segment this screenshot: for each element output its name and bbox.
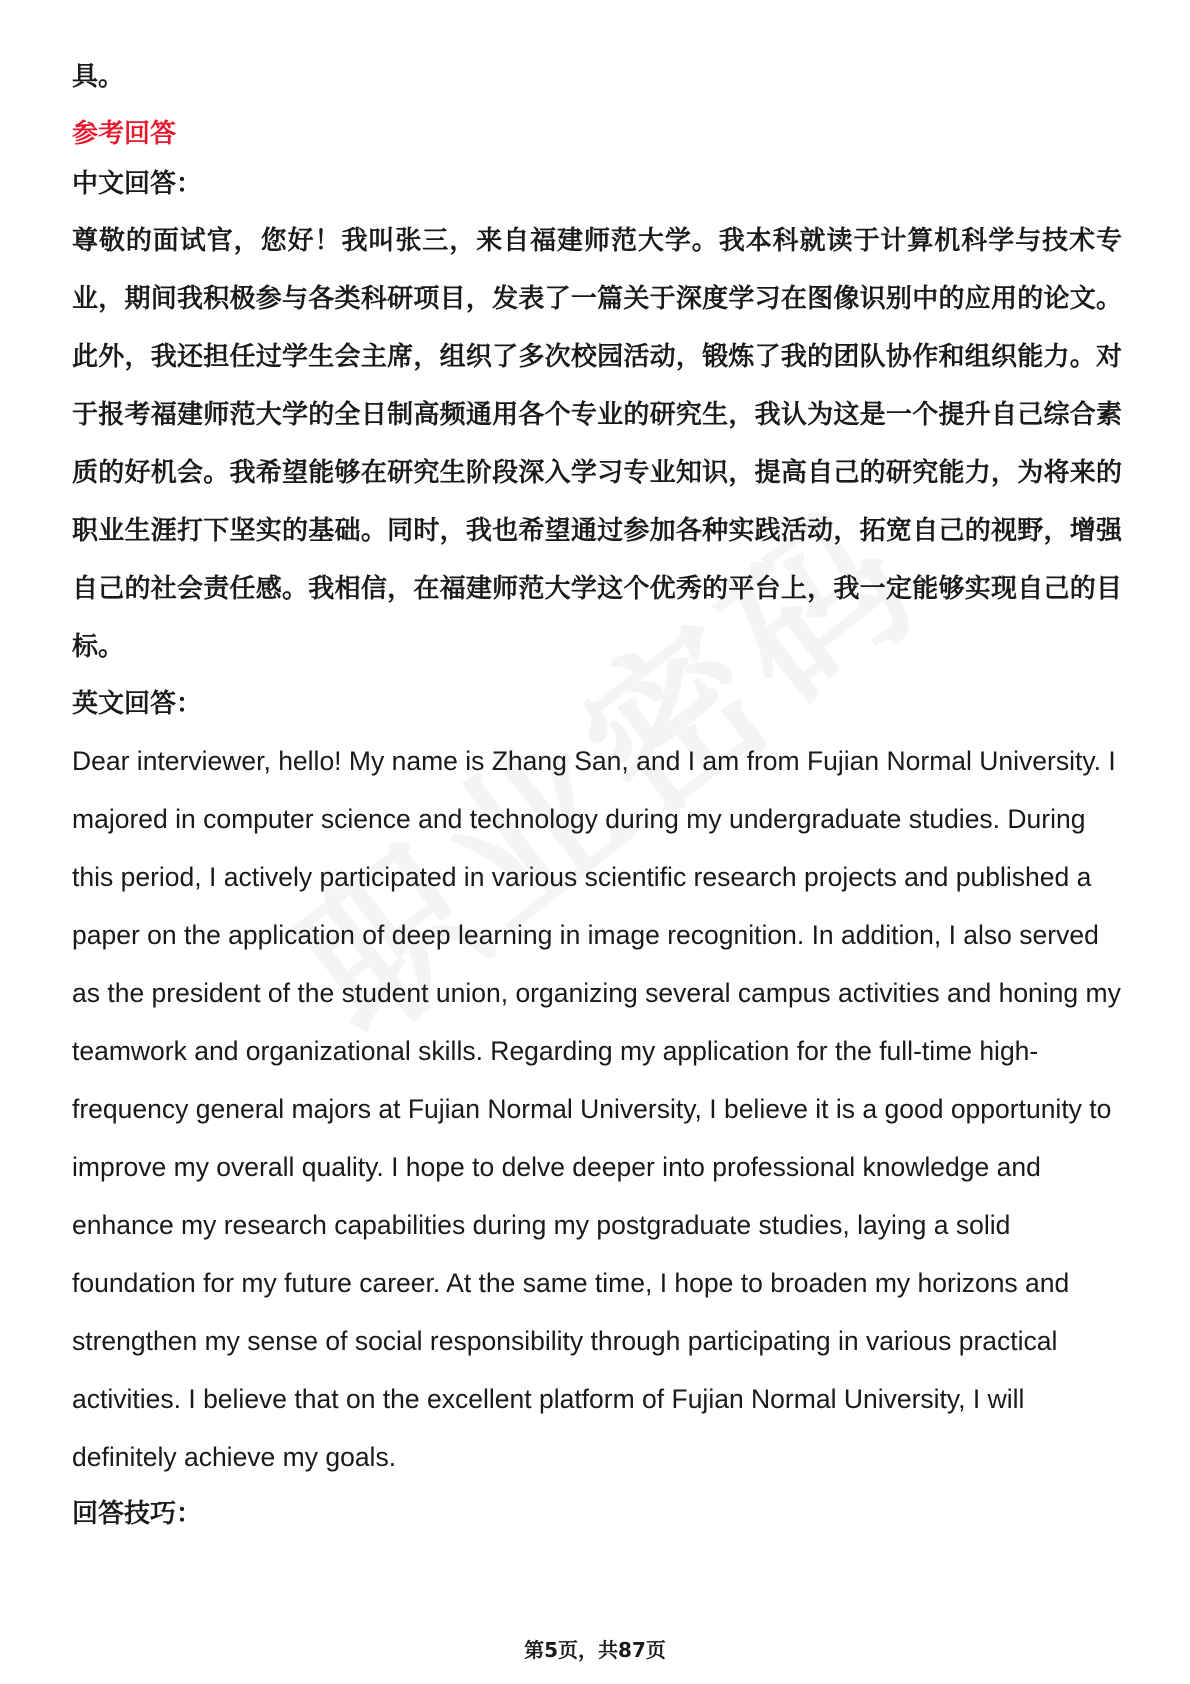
english-answer-label: 英文回答： [72,689,203,719]
section-title: 参考回答 [72,119,177,149]
chinese-answer-text: 尊敬的面试官，您好！我叫张三，来自福建师范大学。我本科就读于计算机科学与技术专业，期间我积极参与各类科研项目，发表了一篇关于深度学习在图像识别中的应用的论文。此外，我还担任过学生会主席，组织了多次校园活动，锻炼了我的团队协作和组织能力。对于报考福建师范大学的全日制高频通用各个专业的研究生，我认为这是一个提升自己综合素质的好机会。我希望能够在研究生阶段深入学习专业知识，提高自己的研究能力，为将来的职业生涯打下坚实的基础。同时，我也希望通过参加各种实践活动，拓宽自己的视野，增强自己的社会责任感。我相信，在福建师范大学这个优秀的平台上，我一定能够实现自己的目标。 [72,226,1122,662]
chinese-answer-label: 中文回答： [72,169,203,199]
answer-tips-label: 回答技巧： [72,1499,203,1529]
continued-text-fragment: 具。 [72,62,125,92]
page-content [72,48,1122,1542]
english-answer-text: Dear interviewer, hello! My name is Zhang San, and I am from Fujian Normal University. I majored in computer science and technology during my undergraduate studies. During this period, I actively participated in various scientific research projects and published a paper on the application of deep learning in image recognition. In addition, I also served as the president of the student union, organizing several campus activities and honing my teamwork and organizational skills. Regarding my application for the full-time high-frequency general majors at Fujian Normal University, I believe it is a good opportunity to improve my overall quality. I hope to delve deeper into professional knowledge and enhance my research capabilities during my postgraduate studies, laying a solid foundation for my future career. At the same time, I hope to broaden my horizons and strengthen my sense of social responsibility through participating in various practical activities. I believe that on the excellent platform of Fujian Normal University, I will definitely achieve my goals. [72,746,1121,1472]
page-number-footer: 第5页，共87页 [524,1638,666,1662]
